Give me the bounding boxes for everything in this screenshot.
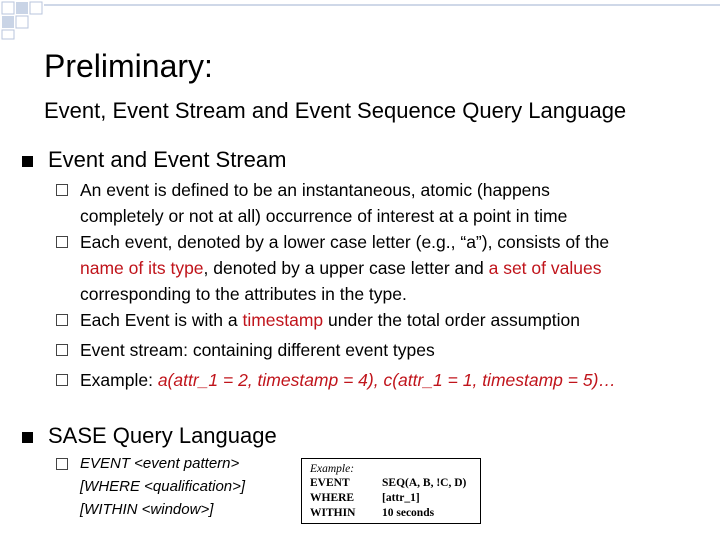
sub-bullet	[56, 184, 68, 196]
example-query-box	[301, 458, 481, 524]
query-line-where: [WHERE <qualification>]	[80, 478, 246, 495]
section-heading-sase: SASE Query Language	[48, 423, 277, 448]
slide-subtitle: Event, Event Stream and Event Sequence Query Language	[44, 98, 627, 123]
item-event-definition-line1: An event is defined to be an instantaneous, atomic (happens	[80, 180, 550, 200]
header-rule	[44, 4, 720, 6]
section-bullet	[22, 156, 33, 167]
sub-bullet	[56, 374, 68, 386]
highlight-example-events: a(attr_1 = 2, timestamp = 4), c(attr_1 = 1, timestamp = 5)…	[157, 370, 616, 390]
section-bullet	[22, 432, 33, 443]
example-val-within: 10 seconds	[382, 507, 435, 519]
example-kw-where: WHERE	[310, 492, 355, 504]
item-timestamp	[80, 307, 580, 333]
example-label: Example:	[80, 370, 158, 390]
sub-bullet	[56, 458, 68, 470]
item-event-notation-line3: corresponding to the attributes in the type.	[80, 284, 407, 304]
timestamp-text-end: under the total order assumption	[323, 310, 580, 330]
highlight-timestamp: timestamp	[242, 310, 324, 330]
example-val-event: SEQ(A, B, !C, D)	[382, 477, 467, 489]
example-box-label: Example:	[310, 463, 355, 475]
item-event-notation-line1: Each event, denoted by a lower case letter (e.g., “a”), consists of the	[80, 232, 610, 252]
query-line-event: EVENT <event pattern>	[80, 455, 240, 472]
sub-bullet	[56, 314, 68, 326]
timestamp-text: Each Event is with a	[80, 310, 243, 330]
section-heading-event-stream: Event and Event Stream	[48, 147, 287, 172]
example-kw-within: WITHIN	[310, 507, 356, 519]
item-event-notation-line2	[80, 255, 601, 281]
highlight-set-of-values: a set of values	[488, 258, 602, 278]
example-val-where: [attr_1]	[382, 492, 420, 504]
item-event-definition-line2: completely or not at all) occurrence of interest at a point in time	[80, 206, 568, 226]
item-example	[80, 367, 616, 393]
example-kw-event: EVENT	[310, 477, 350, 489]
slide-title: Preliminary:	[44, 48, 213, 84]
corner-decoration	[0, 0, 110, 40]
item-event-stream: Event stream: containing different event types	[80, 340, 435, 360]
notation-text: , denoted by a upper case letter and	[203, 258, 489, 278]
query-syntax	[80, 452, 245, 521]
sub-bullet	[56, 236, 68, 248]
highlight-name-of-type: name of its type	[80, 258, 204, 278]
query-line-within: [WITHIN <window>]	[80, 501, 214, 518]
sub-bullet	[56, 344, 68, 356]
